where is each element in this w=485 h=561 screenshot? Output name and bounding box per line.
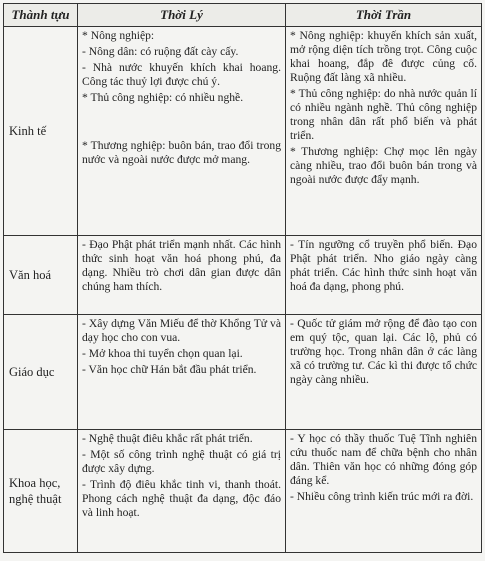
ly-cell [78,430,286,553]
cell-text: - Quốc tử giám mở rộng để đào tạo con em quý tộc, quan lại. Các lộ, phủ có trường học. Trong nhân dân ở các làng xã có trường tư. Các kì thi được tổ chức ngày càng nhiều. [290,317,477,386]
cell-text: * Thương nghiệp: Chợ mọc lên ngày càng nhiều, trao đổi buôn bán trong và ngoài nước được đẩy mạnh. [290,145,477,186]
cell-text: * Thủ công nghiệp: do nhà nước quản lí có nhiều ngành nghề. Thủ công nghiệp trong nhân dân rất phổ biến và phát triển. [290,87,477,142]
table-row-education [4,315,482,430]
ly-cell [78,236,286,315]
tran-cell [286,315,482,430]
table-row-culture [4,236,482,315]
category-cell: Giáo dục [4,315,78,430]
cell-text: - Y học có thầy thuốc Tuệ Tĩnh nghiên cứu thuốc nam để chữa bệnh cho nhân dân. Thiên văn học có những đóng góp đáng kể. [290,432,477,487]
cell-text: - Mở khoa thi tuyển chọn quan lại. [82,347,243,360]
header-tran-dynasty: Thời Trần [286,4,482,27]
cell-text: * Thương nghiệp: buôn bán, trao đổi trong nước và ngoài nước được mở mang. [82,139,281,166]
ly-cell [78,315,286,430]
tran-cell [286,430,482,553]
comparison-table [3,3,482,553]
cell-text: - Nhiều công trình kiến trúc mới ra đời. [290,490,474,503]
cell-text: - Một số công trình nghệ thuật có giá trị được xây dựng. [82,448,281,475]
cell-text: - Nông dân: có ruộng đất cày cấy. [82,45,239,58]
cell-text: - Tín ngưỡng cổ truyền phổ biến. Đạo Phật phát triển. Nho giáo ngày càng phát triển. Các hình thức sinh hoạt văn hoá đa dạng, phong phú. [290,238,477,293]
table-row-economy [4,27,482,236]
tran-cell [286,236,482,315]
ly-cell [78,27,286,236]
category-cell: Văn hoá [4,236,78,315]
tran-cell [286,27,482,236]
cell-text: * Thủ công nghiệp: có nhiều nghề. [82,91,244,104]
cell-text: - Nhà nước khuyến khích khai hoang. Công tác thuỷ lợi được chú ý. [82,61,281,88]
header-achievement: Thành tựu [4,4,78,27]
category-cell: Khoa học, nghệ thuật [4,430,78,553]
cell-text: * Nông nghiệp: khuyến khích sản xuất, mở rộng diện tích trồng trọt. Công cuộc khai hoang, đắp đê được củng cố. Ruộng đất làng xã nhiều. [290,29,477,84]
table-row-science-art [4,430,482,553]
category-cell: Kinh tế [4,27,78,236]
cell-text: - Nghệ thuật điêu khắc rất phát triển. [82,432,253,445]
cell-text: - Văn học chữ Hán bắt đầu phát triển. [82,363,257,376]
header-row [4,4,482,27]
cell-text: - Trình độ điêu khắc tinh vi, thanh thoát. Phong cách nghệ thuật đa dạng, độc đáo và linh hoạt. [82,478,281,519]
header-ly-dynasty: Thời Lý [78,4,286,27]
cell-text: * Nông nghiệp: [82,29,155,42]
cell-text: - Xây dựng Văn Miếu để thờ Khổng Tử và dạy học cho con vua. [82,317,281,344]
cell-text: - Đạo Phật phát triển mạnh nhất. Các hình thức sinh hoạt văn hoá phong phú, đa dạng. Nhiều trò chơi dân gian được dân chúng ham thích. [82,238,281,293]
